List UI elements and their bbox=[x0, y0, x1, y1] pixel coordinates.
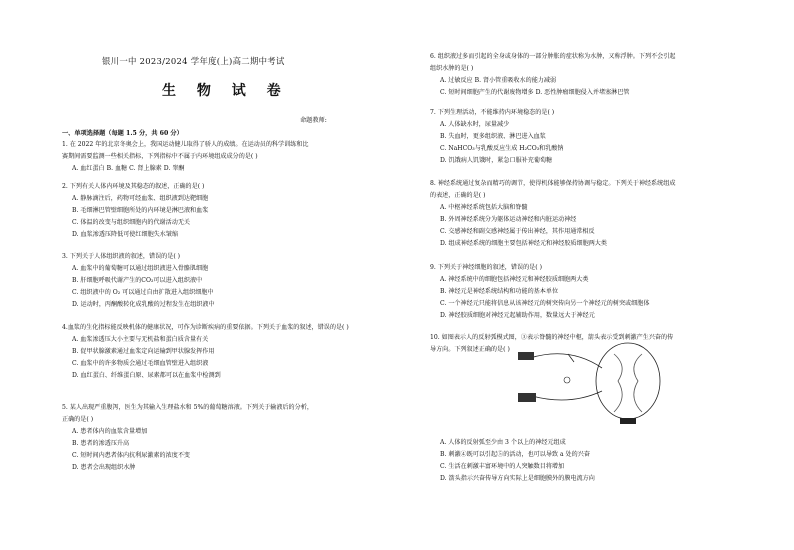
question-option: D. 血红蛋白、纤维蛋白原、尿素都可以在血浆中检测到 bbox=[72, 372, 221, 379]
reflex-arc-diagram bbox=[510, 336, 670, 431]
right-column bbox=[414, 0, 794, 550]
question-stem-line: 3. 下列关于人体组织液的叙述，错误的是( ) bbox=[62, 253, 181, 260]
question-stem-line: 赛期间需要监测一些相关指标，下列指标中不属于内环境组成成分的是( ) bbox=[62, 153, 258, 160]
effector-shape bbox=[518, 393, 536, 402]
question-stem-line: 10. 如图表示人的反射弧模式图，③表示脊髓的神经中枢，箭头表示受到刺激产生兴奋的传 bbox=[430, 334, 674, 341]
question-option: A. 神经系统中的细胞包括神经元和神经胶质细胞两大类 bbox=[440, 276, 589, 283]
question-3 bbox=[62, 251, 215, 311]
question-option: B. 失血时，更多组织液、淋巴进入血浆 bbox=[440, 133, 546, 140]
question-stem-line: 组织水肿的是( ) bbox=[430, 65, 474, 72]
question-option: A. 过敏反应 B. 肾小管重吸收水的能力减弱 bbox=[440, 77, 557, 84]
question-option: D. 患者会出现组织水肿 bbox=[72, 464, 136, 471]
question-7 bbox=[430, 107, 564, 167]
question-option: D. 运动时，丙酮酸转化成乳酸的过程发生在组织液中 bbox=[72, 301, 215, 308]
question-stem-line: 的表述，正确的是( ) bbox=[430, 192, 486, 199]
question-option: A. 患者体内的血浆含量增加 bbox=[72, 428, 148, 435]
question-option: C. 组织液中的 O₂ 可以通过自由扩散进入组织细胞中 bbox=[72, 289, 214, 296]
question-option: A. 血浆中的葡萄糖可以通过组织液进入骨骼肌细胞 bbox=[72, 265, 209, 272]
exam-title: 银川一中 2023/2024 学年度(上)高二期中考试 bbox=[102, 56, 285, 66]
question-option: B. 神经元是神经系统结构和功能的基本单位 bbox=[440, 288, 559, 295]
question-option: C. 交感神经和副交感神经属于传出神经，其作用通常相反 bbox=[440, 228, 595, 235]
question-stem-line: 4.血浆的生化指标能反映机体的健康状况，可作为诊断疾病的重要依据。下列关于血浆的叙述，错误的是( ) bbox=[62, 324, 349, 331]
question-8 bbox=[430, 178, 675, 250]
question-1 bbox=[62, 139, 309, 175]
question-stem-line: 5. 某人出现严重腹泻，医生为其输入生理盐水和 5%的葡萄糖溶液。下列关于输液后的分析， bbox=[62, 404, 313, 411]
question-option: C. 血浆中的许多物质会通过毛细血管壁进入组织液 bbox=[72, 360, 209, 367]
grey-matter bbox=[614, 354, 642, 412]
question-option: C. 体温的改变与组织细胞内的代谢活动无关 bbox=[72, 219, 191, 226]
question-stem-line: 8. 神经系统通过复杂而精巧的调节，使得机体能够保持协调与稳定。下列关于神经系统组成 bbox=[430, 180, 676, 187]
question-option: D. 血浆渗透压降低可使红细胞失水皱缩 bbox=[72, 231, 179, 238]
question-10-options bbox=[430, 437, 595, 485]
efferent-nerve bbox=[532, 391, 602, 400]
question-9 bbox=[430, 262, 649, 322]
question-option: C. 生活在刺激丰富环境中的人突触数目将增加 bbox=[440, 463, 565, 470]
question-option: B. 毛细淋巴管壁细胞所处的内环境是淋巴液和血浆 bbox=[72, 207, 209, 214]
question-2 bbox=[62, 181, 208, 241]
question-option: A. 静脉滴注后，药物可经血浆、组织液到达靶细胞 bbox=[72, 195, 209, 202]
question-option: C. 一个神经元只能将信息从该神经元的树突传向另一个神经元的树突或细胞体 bbox=[440, 300, 650, 307]
section-heading: 一、单项选择题（每题 1.5 分，共 60 分） bbox=[62, 130, 183, 137]
question-option: D. 组成神经系统的细胞主要包括神经元和神经胶质细胞两大类 bbox=[440, 240, 607, 247]
question-5 bbox=[62, 402, 313, 474]
spinal-cord-outline bbox=[596, 343, 660, 419]
question-option: D. 饥饿病人饥饿时，紧急口服补充葡萄糖 bbox=[440, 157, 553, 164]
question-stem-line: 9. 下列关于神经细胞的叙述，错误的是( ) bbox=[430, 264, 542, 271]
question-option: B. 肝细胞呼吸代谢产生的CO₂可以进入组织液中 bbox=[72, 277, 203, 284]
ganglion-shape bbox=[564, 377, 570, 383]
question-stem-line: 正确的是( ) bbox=[62, 416, 94, 423]
question-option: A. 中枢神经系统包括大脑和脊髓 bbox=[440, 204, 528, 211]
question-option: B. 患者的渗透压升高 bbox=[72, 440, 130, 447]
question-option: B. 刺激④既可以引起⑤的活动，也可以导致 a 处的兴奋 bbox=[440, 451, 590, 458]
question-stem-line: 1. 在 2022 年的北京冬奥会上，我国运动健儿取得了骄人的成绩。在运动员的科学训练和比 bbox=[62, 141, 309, 148]
question-option: A. 血红蛋白 B. 血糖 C. 肾上腺素 D. 睾酮 bbox=[72, 165, 185, 172]
question-4 bbox=[62, 322, 349, 382]
left-column bbox=[0, 0, 380, 550]
question-option: C. 短时间细胞产生的代谢废物增多 D. 恶性肿瘤细胞侵入并堵塞淋巴管 bbox=[440, 89, 630, 96]
question-option: B. 外周神经系统分为躯体运动神经和内脏运动神经 bbox=[440, 216, 577, 223]
question-stem-line: 6. 组织液过多而引起的全身或身体的一部分肿胀的症状称为水肿，又称浮肿。下列不会引起 bbox=[430, 53, 676, 60]
question-6 bbox=[430, 51, 675, 99]
question-stem-line: 导方向。下列叙述正确的是( ) bbox=[430, 346, 510, 353]
afferent-nerve bbox=[530, 354, 602, 368]
question-option: D. 神经胶质细胞对神经元起辅助作用，数量远大于神经元 bbox=[440, 312, 595, 319]
subject-title: 生 物 试 卷 bbox=[162, 83, 289, 99]
question-option: D. 箭头指示兴奋传导方向实际上是细胞膜外的膜电流方向 bbox=[440, 475, 595, 482]
question-stem-line: 2. 下列有关人体内环境及其稳态的叙述，正确的是( ) bbox=[62, 183, 205, 190]
receptor-shape bbox=[518, 352, 534, 360]
question-stem-line: 7. 下列生理活动，不能维持内环境稳态的是( ) bbox=[430, 109, 555, 116]
question-option: A. 人体缺水时，尿量减少 bbox=[440, 121, 510, 128]
question-option: B. 促甲状腺激素通过血浆定向运输到甲状腺发挥作用 bbox=[72, 348, 215, 355]
question-option: C. NaHCO₃与乳酸反应生成 H₂CO₃和乳酸钠 bbox=[440, 145, 564, 152]
author-label: 命题教师: bbox=[300, 117, 327, 124]
question-option: A. 血浆渗透压大小主要与无机盐和蛋白质含量有关 bbox=[72, 336, 209, 343]
spinal-base-shape bbox=[620, 418, 636, 424]
question-option: A. 人体的反射弧至少由 3 个以上的神经元组成 bbox=[440, 439, 566, 446]
question-option: C. 短时间内患者体内抗利尿激素的浓度不变 bbox=[72, 452, 191, 459]
